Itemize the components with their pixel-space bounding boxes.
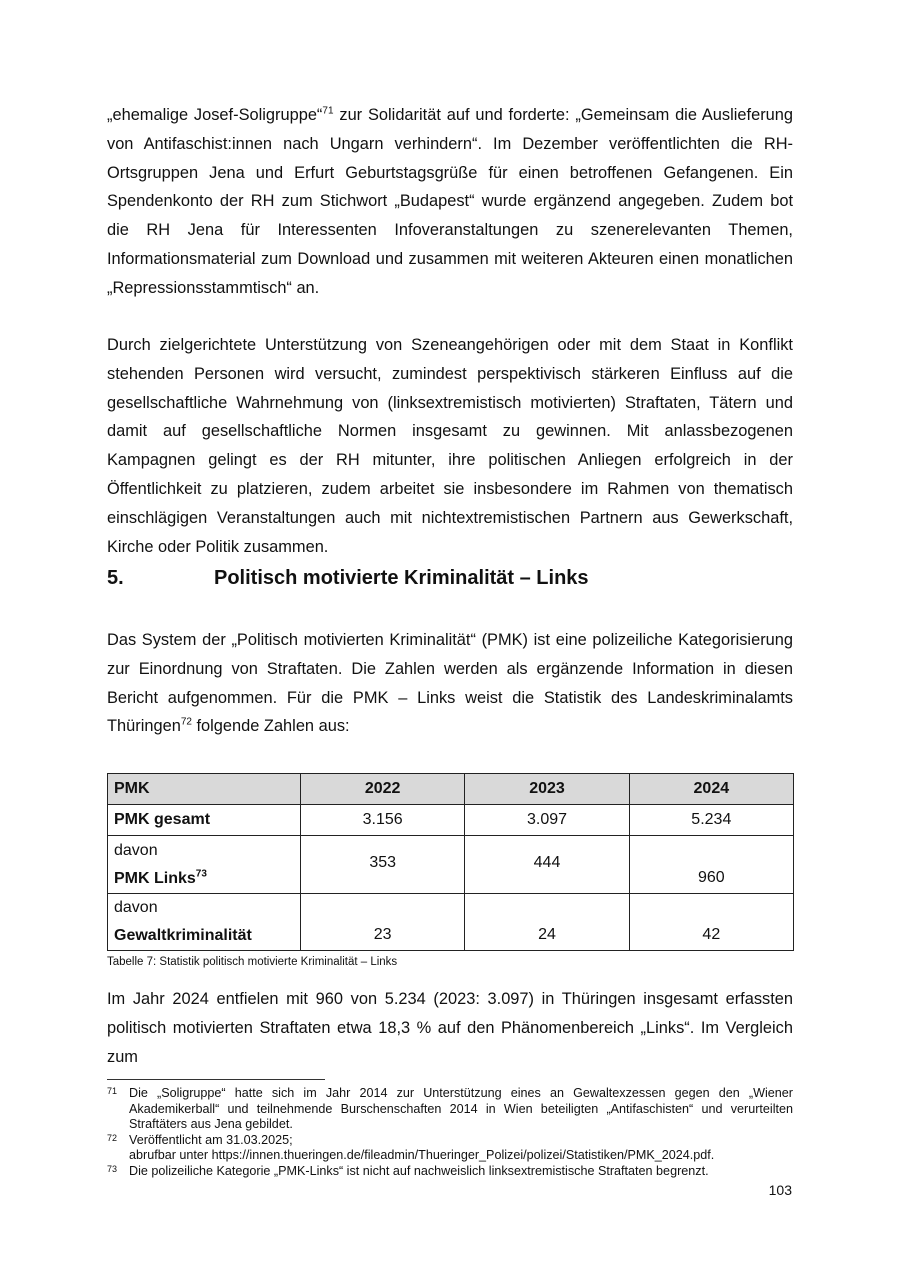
table-header-row [108,774,794,805]
footnote-ref-71[interactable]: 71 [322,105,334,117]
table-cell: 3.097 [465,805,629,836]
paragraph-pmk-intro: Das System der „Politisch motivierten Kriminalität“ (PMK) ist eine polizeiliche Kategorisierung zur Einordnung von Straftaten. Die Zahlen werden als ergänzende Information in diesen Bericht aufgenommen. Für die PMK – Links weist die Statistik des Landeskriminalamts Thüringen$^{72}$ folgende Zahlen aus: [107,631,793,736]
paragraph-pmk-comparison: Im Jahr 2024 entfielen mit 960 von 5.234 (2023: 3.097) in Thüringen insgesamt erfassten politisch motivierten Straftaten etwa 18,3 % auf den Phänomenbereich „Links“. Im Vergleich zum [107,990,793,1066]
footnote-73 [107,1164,793,1180]
table-cell: 353 [301,836,465,894]
table-row [108,894,794,951]
section-title: Politisch motivierte Kriminalität – Links [214,567,589,589]
footnote-ref-73[interactable]: 73 [195,868,207,880]
table-caption: Tabelle 7: Statistik politisch motivierte Kriminalität – Links [107,956,398,968]
footnote-text: Die polizeiliche Kategorie „PMK-Links“ ist nicht auf nachweislich linksextremistische Straftaten begrenzt. [129,1163,709,1178]
table-cell: 42 [629,894,793,951]
footnote-number: 72 [107,1132,118,1143]
table-header-cell: 2024 [629,774,793,805]
page-number: 103 [768,1182,792,1198]
table-header-cell: 2023 [465,774,629,805]
row-label: PMK gesamt [108,805,301,836]
footnote-text: Veröffentlicht am 31.03.2025; [129,1132,293,1147]
table-cell: 444 [465,836,629,894]
table-header-cell: PMK [108,774,301,805]
footnote-number: 73 [107,1163,118,1174]
footnote-72 [107,1133,793,1164]
footnote-number: 71 [107,1086,118,1096]
paragraph-soligruppe: „ehemalige Josef-Soligruppe“$^{71}$ zur Solidarität auf und forderte: „Gemeinsam die Auslieferung von Antifaschist:innen nach Ungarn verhindern“. Im Dezember veröffentlichten die RH-Ortsgruppen Jena und Erfurt Geburtstagsgrüße für einen betroffenen Gefangenen. Ein Spendenkonto der RH zum Stichwort „Budapest“ wurde ergänzend angegeben. Zudem bot die RH Jena für Interessenten Infoveranstaltungen zu szenerelevanten Themen, Informationsmaterial zum Download und zusammen mit weiteren Akteuren einen monatlichen „Repressionsstammtisch“ an. [107,105,793,297]
table-cell: 24 [465,894,629,951]
paragraph-support: Durch zielgerichtete Unterstützung von Szeneangehörigen oder mit dem Staat in Konflikt stehenden Personen wird versucht, zumindest perspektivisch stärkeren Einfluss auf die gesellschaftliche Wahrnehmung von (linksextremistisch motivierten) Straftaten, Tätern und damit auf gesellschaftliche Normen insgesamt zu gewinnen. Mit anlassbezogenen Kampagnen gelingt es der RH mitunter, ihre politischen Anliegen erfolgreich in der Öffentlichkeit zu platzieren, zudem arbeitet sie insbesondere im Rahmen von thematisch einschlägigen Veranstaltungen auch mit nichtextremistischen Partnern aus Gewerkschaft, Kirche oder Politik zusammen. [107,336,793,556]
table-cell: 5.234 [629,805,793,836]
row-label: davon PMK Links$^{73}$ [108,836,301,894]
section-heading [107,563,793,593]
section-number: 5. [107,567,124,589]
footnote-divider [107,1079,325,1080]
footnote-text: Die „Soligruppe“ hatte sich im Jahr 2014 zur Unterstützung eines an Gewaltexzessen gegen den „Wiener Akademikerball“ und teilnehmende Burschenschaften 2014 in Wien beteiligten „Antifaschisten“ und verurteilten Straftäters aus Jena gebildet. [129,1086,793,1132]
pmk-statistics-table [107,773,794,951]
table-row [108,805,794,836]
table-header-cell: 2022 [301,774,465,805]
table-row [108,836,794,894]
footnotes [107,1086,793,1180]
footnote-71 [107,1086,793,1133]
row-label: davon Gewaltkriminalität [108,894,301,951]
footnote-link[interactable]: abrufbar unter https://innen.thueringen.de/fileadmin/Thueringer_Polizei/polizei/Statistiken/PMK_2024.pdf. [129,1148,715,1163]
footnote-ref-72[interactable]: 72 [180,716,192,728]
table-cell: 960 [629,836,793,894]
table-cell: 3.156 [301,805,465,836]
table-cell: 23 [301,894,465,951]
